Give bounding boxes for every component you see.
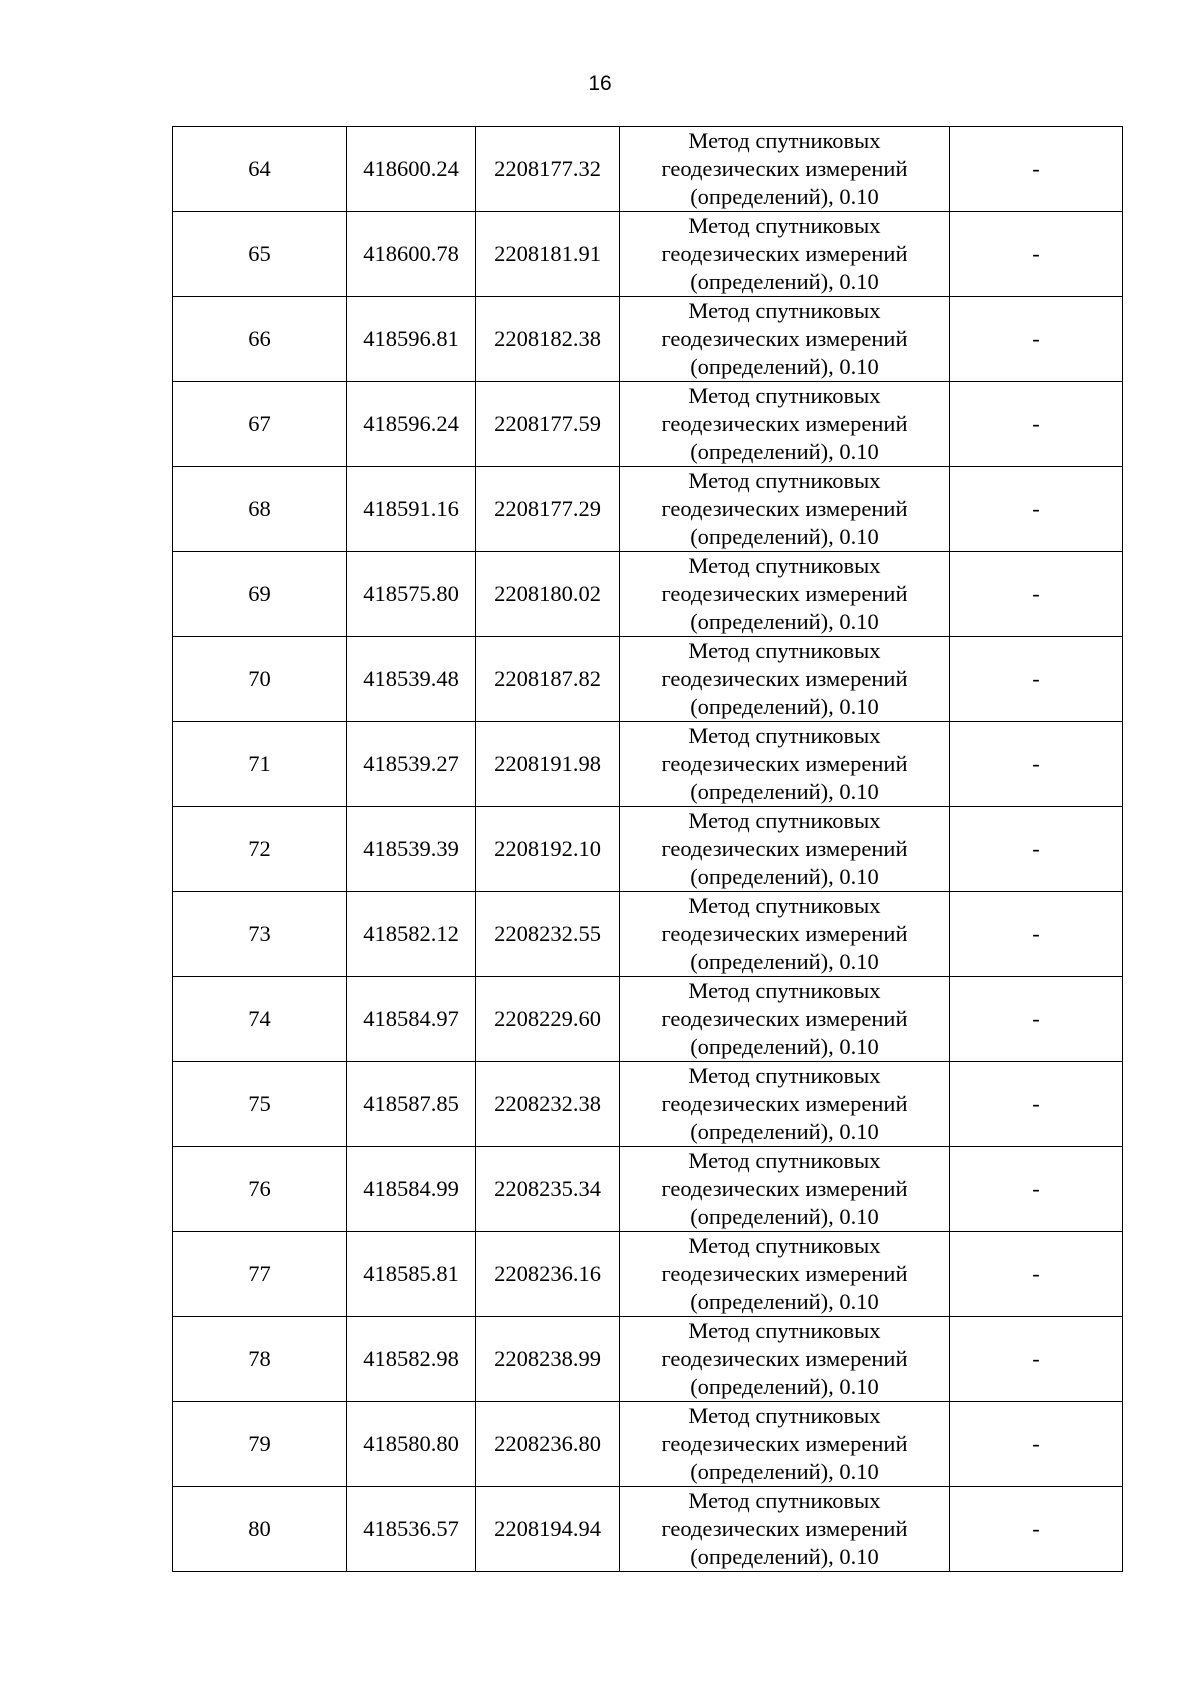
table-row [173,637,1123,722]
note-cell: - [950,1062,1123,1147]
coordinate-y-cell: 2208194.94 [476,1487,620,1572]
note-cell: - [950,382,1123,467]
table-row [173,1402,1123,1487]
table-row [173,212,1123,297]
point-number-cell: 68 [173,467,347,552]
point-number-cell: 70 [173,637,347,722]
coordinate-y-cell: 2208191.98 [476,722,620,807]
coordinate-y-cell: 2208235.34 [476,1147,620,1232]
table-row [173,127,1123,212]
coordinate-x-cell: 418575.80 [347,552,476,637]
coordinate-y-cell: 2208229.60 [476,977,620,1062]
coordinates-table-body [173,127,1123,1572]
coordinate-x-cell: 418539.39 [347,807,476,892]
method-accuracy-cell: Метод спутниковых геодезических измерений (определений), 0.10 [620,467,950,552]
coordinate-y-cell: 2208187.82 [476,637,620,722]
point-number-cell: 65 [173,212,347,297]
coordinate-x-cell: 418585.81 [347,1232,476,1317]
method-accuracy-cell: Метод спутниковых геодезических измерений (определений), 0.10 [620,1147,950,1232]
method-accuracy-cell: Метод спутниковых геодезических измерений (определений), 0.10 [620,127,950,212]
table-row [173,722,1123,807]
coordinates-table [172,126,1123,1572]
method-accuracy-cell: Метод спутниковых геодезических измерений (определений), 0.10 [620,297,950,382]
point-number-cell: 69 [173,552,347,637]
coordinate-x-cell: 418536.57 [347,1487,476,1572]
point-number-cell: 78 [173,1317,347,1402]
page-number: 16 [588,72,612,95]
coordinate-x-cell: 418591.16 [347,467,476,552]
coordinate-y-cell: 2208232.38 [476,1062,620,1147]
method-accuracy-cell: Метод спутниковых геодезических измерений (определений), 0.10 [620,552,950,637]
point-number-cell: 80 [173,1487,347,1572]
table-row [173,807,1123,892]
coordinate-x-cell: 418596.24 [347,382,476,467]
point-number-cell: 79 [173,1402,347,1487]
point-number-cell: 67 [173,382,347,467]
method-accuracy-cell: Метод спутниковых геодезических измерений (определений), 0.10 [620,1062,950,1147]
coordinate-x-cell: 418582.98 [347,1317,476,1402]
note-cell: - [950,807,1123,892]
note-cell: - [950,552,1123,637]
coordinate-y-cell: 2208180.02 [476,552,620,637]
coordinate-x-cell: 418584.97 [347,977,476,1062]
table-row [173,467,1123,552]
coordinate-x-cell: 418584.99 [347,1147,476,1232]
table-row [173,1062,1123,1147]
table-row [173,1147,1123,1232]
method-accuracy-cell: Метод спутниковых геодезических измерений (определений), 0.10 [620,807,950,892]
method-accuracy-cell: Метод спутниковых геодезических измерений (определений), 0.10 [620,892,950,977]
coordinate-y-cell: 2208236.80 [476,1402,620,1487]
table-row [173,1487,1123,1572]
point-number-cell: 73 [173,892,347,977]
method-accuracy-cell: Метод спутниковых геодезических измерений (определений), 0.10 [620,722,950,807]
coordinate-y-cell: 2208177.59 [476,382,620,467]
coordinate-x-cell: 418580.80 [347,1402,476,1487]
method-accuracy-cell: Метод спутниковых геодезических измерений (определений), 0.10 [620,382,950,467]
coordinate-x-cell: 418600.24 [347,127,476,212]
coordinate-y-cell: 2208236.16 [476,1232,620,1317]
method-accuracy-cell: Метод спутниковых геодезических измерений (определений), 0.10 [620,977,950,1062]
coordinate-y-cell: 2208238.99 [476,1317,620,1402]
coordinate-y-cell: 2208181.91 [476,212,620,297]
note-cell: - [950,1232,1123,1317]
table-row [173,977,1123,1062]
table-row [173,1232,1123,1317]
coordinate-y-cell: 2208177.29 [476,467,620,552]
note-cell: - [950,297,1123,382]
coordinate-x-cell: 418539.27 [347,722,476,807]
note-cell: - [950,892,1123,977]
coordinate-y-cell: 2208177.32 [476,127,620,212]
note-cell: - [950,467,1123,552]
coordinate-y-cell: 2208182.38 [476,297,620,382]
note-cell: - [950,637,1123,722]
note-cell: - [950,127,1123,212]
note-cell: - [950,1147,1123,1232]
point-number-cell: 77 [173,1232,347,1317]
note-cell: - [950,1317,1123,1402]
note-cell: - [950,722,1123,807]
note-cell: - [950,1487,1123,1572]
table-row [173,552,1123,637]
point-number-cell: 66 [173,297,347,382]
method-accuracy-cell: Метод спутниковых геодезических измерений (определений), 0.10 [620,1402,950,1487]
point-number-cell: 71 [173,722,347,807]
coordinate-y-cell: 2208192.10 [476,807,620,892]
note-cell: - [950,1402,1123,1487]
coordinate-y-cell: 2208232.55 [476,892,620,977]
point-number-cell: 72 [173,807,347,892]
point-number-cell: 74 [173,977,347,1062]
table-row [173,382,1123,467]
note-cell: - [950,212,1123,297]
point-number-cell: 76 [173,1147,347,1232]
table-row [173,1317,1123,1402]
coordinate-x-cell: 418600.78 [347,212,476,297]
method-accuracy-cell: Метод спутниковых геодезических измерений (определений), 0.10 [620,1232,950,1317]
point-number-cell: 64 [173,127,347,212]
method-accuracy-cell: Метод спутниковых геодезических измерений (определений), 0.10 [620,637,950,722]
table-row [173,297,1123,382]
table-row [173,892,1123,977]
point-number-cell: 75 [173,1062,347,1147]
coordinate-x-cell: 418596.81 [347,297,476,382]
method-accuracy-cell: Метод спутниковых геодезических измерений (определений), 0.10 [620,1487,950,1572]
method-accuracy-cell: Метод спутниковых геодезических измерений (определений), 0.10 [620,212,950,297]
coordinate-x-cell: 418587.85 [347,1062,476,1147]
coordinate-x-cell: 418582.12 [347,892,476,977]
note-cell: - [950,977,1123,1062]
coordinate-x-cell: 418539.48 [347,637,476,722]
method-accuracy-cell: Метод спутниковых геодезических измерений (определений), 0.10 [620,1317,950,1402]
